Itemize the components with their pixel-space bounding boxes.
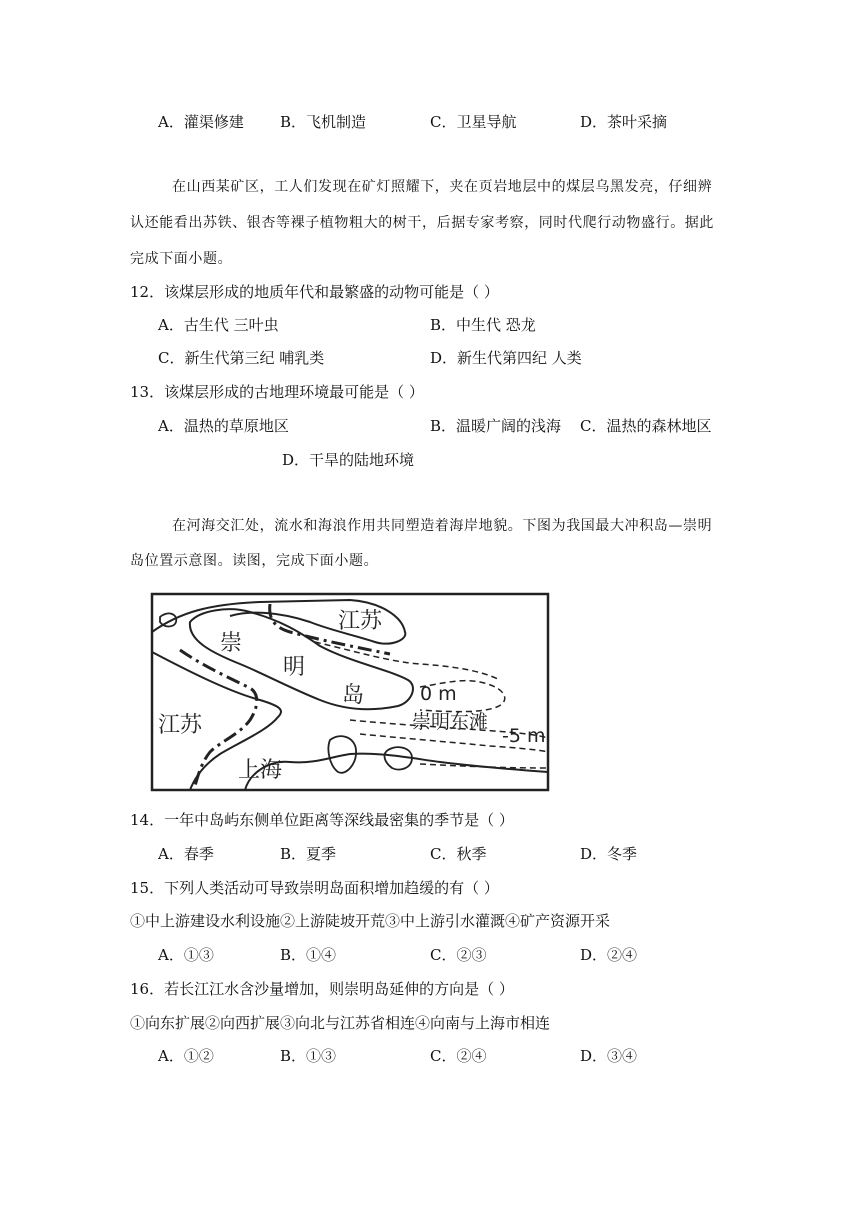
q16-option-b: B．①③ [280,1047,337,1065]
label-chong: 崇 [220,631,243,656]
q11-option-b: B．飞机制造 [280,113,367,131]
label-shanghai: 上海 [238,758,283,783]
q13-option-b: B．温暖广阔的浅海 [430,417,562,435]
q13-option-c: C．温热的森林地区 [580,417,712,435]
q14-option-d: D．冬季 [580,845,638,863]
q14-option-b: B．夏季 [280,845,337,863]
q16-option-d: D．③④ [580,1047,638,1065]
q13-option-d: D．干旱的陆地环境 [282,451,415,469]
q12-option-c: C．新生代第三纪 哺乳类 [158,349,325,367]
q14-stem: 14．一年中岛屿东侧单位距离等深线最密集的季节是（ ） [130,811,514,829]
q16-option-a: A．①② [158,1047,214,1065]
q16-option-c: C．②④ [430,1047,487,1065]
label-jiangsu-north: 江苏 [338,609,383,634]
q13-option-a: A．温热的草原地区 [158,417,289,435]
label-depth-5m: -5 m [502,725,546,747]
q12-option-b: B．中生代 恐龙 [430,316,536,334]
q12-stem: 12．该煤层形成的地质年代和最繁盛的动物可能是（ ） [130,283,499,301]
q15-option-d: D．②④ [580,946,638,964]
q11-option-a: A．灌渠修建 [158,113,244,131]
label-dao: 岛 [342,683,365,708]
q13-stem: 13．该煤层形成的古地理环境最可能是（ ） [130,383,424,401]
q12-option-a: A．古生代 三叶虫 [158,316,279,334]
q12-option-d: D．新生代第四纪 人类 [430,349,582,367]
q11-option-c: C．卫星导航 [430,113,517,131]
passage1-line2: 认还能看出苏铁、银杏等裸子植物粗大的树干，后据专家考察，同时代爬行动物盛行。据此 [130,215,714,231]
label-dongtan: 崇明东滩 [412,711,489,733]
passage2-line1: 在河海交汇处，流水和海浪作用共同塑造着海岸地貌。下图为我国最大冲积岛—崇明 [172,518,713,534]
q15-option-a: A．①③ [158,946,214,964]
q11-option-d: D．茶叶采摘 [580,113,668,131]
label-depth-0m: 0 m [420,683,457,705]
label-jiangsu-west: 江苏 [158,713,203,738]
q15-stem: 15．下列人类活动可导致崇明岛面积增加趋缓的有（ ） [130,879,499,897]
passage1-line1: 在山西某矿区，工人们发现在矿灯照耀下，夹在页岩地层中的煤层乌黑发亮，仔细辨 [172,179,713,195]
label-ming: 明 [283,655,306,680]
q15-items: ①中上游建设水利设施②上游陡坡开荒③中上游引水灌溉④矿产资源开采 [130,912,611,930]
q14-option-a: A．春季 [158,845,214,863]
q16-items: ①向东扩展②向西扩展③向北与江苏省相连④向南与上海市相连 [130,1014,551,1032]
chongming-map [150,592,550,792]
q15-option-b: B．①④ [280,946,337,964]
q16-stem: 16．若长江江水含沙量增加，则崇明岛延伸的方向是（ ） [130,980,514,998]
q15-option-c: C．②③ [430,946,487,964]
passage1-line3: 完成下面小题。 [130,251,233,267]
passage2-line2: 岛位置示意图。读图，完成下面小题。 [130,553,379,569]
q14-option-c: C．秋季 [430,845,487,863]
